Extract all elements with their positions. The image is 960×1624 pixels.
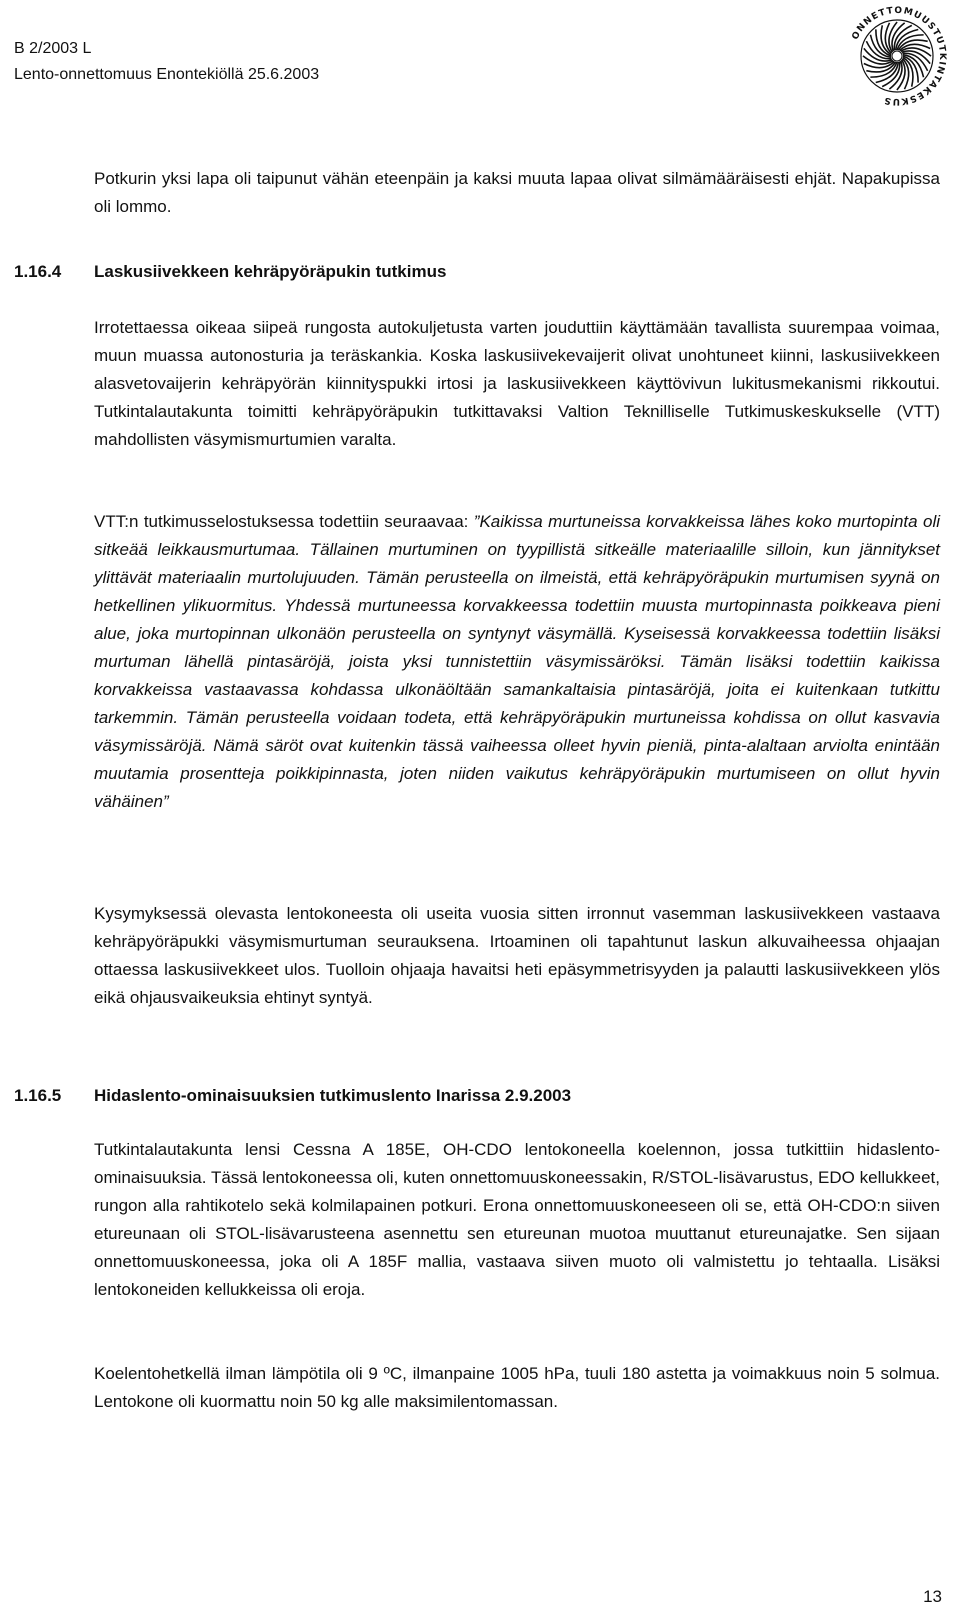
paragraph-test-flight: Tutkintalautakunta lensi Cessna A 185E, OH-CDO lentokoneella koelennon, jossa tutkittiin hidaslento-ominaisuuksia. Tässä lentokoneessa oli, kuten onnettomuuskoneessakin, R/STOL-lisävarustus, EDO kellukkeet, rungon alla rahtikotelo sekä kolmilapainen potkuri. Erona onnettomuuskoneeseen oli se, että OH-CDO:n siiven etureunaan oli STOL-lisävarusteena asennettu sen etureunan muotoa muuttanut etureunajatke. Sen sijaan onnettomuuskoneessa, joka oli A 185F mallia, vastaava siiven muoto oli valmistettu jo tehtaalla. Lisäksi lentokoneiden kellukkeissa oli eroja.: [94, 1140, 940, 1299]
vtt-lead-text: VTT:n tutkimusselostuksessa todettiin seuraavaa:: [94, 512, 474, 531]
onnettomuustutkintakeskus-logo: [845, 4, 949, 108]
paragraph-weather-conditions: Koelentohetkellä ilman lämpötila oli 9 ºC, ilmanpaine 1005 hPa, tuuli 180 astetta ja voimakkuus noin 5 solmua. Lentokone oli kuormattu noin 50 kg alle maksimilentomassan.: [94, 1364, 940, 1411]
page-number: 13: [923, 1587, 942, 1606]
section-title: Laskusiivekkeen kehräpyöräpukin tutkimus: [94, 262, 447, 281]
section-title: Hidaslento-ominaisuuksien tutkimuslento Inarissa 2.9.2003: [94, 1086, 572, 1105]
paragraph-propeller: Potkurin yksi lapa oli taipunut vähän eteenpäin ja kaksi muuta lapaa olivat silmämääräisesti ehjät. Napakupissa oli lommo.: [94, 169, 940, 216]
vtt-quote: ”Kaikissa murtuneissa korvakkeissa lähes koko murtopinta oli sitkeää leikkausmurtumaa. Tällainen murtuminen on tyypillistä sitkeälle materiaalille silloin, kun jännitykset ylittävät materiaalin murtolujuuden. Tämän perusteella on ilmeistä, että kehräpyöräpukin murtumisen syynä on hetkellinen ylikuormitus. Yhdessä murtuneessa korvakkeessa todettiin muusta murtopinnasta poikkeava pieni alue, joka murtopinnan ulkonäön perusteella on syntynyt väsymällä. Kyseisessä korvakkeessa todettiin lisäksi murtuman lähellä pintasäröjä, joista yksi tunnistettiin väsymissäröksi. Tämän lisäksi todettiin kaikissa korvakkeissa vastaavassa kohdassa ulkonäöltään samankaltaisia pintasäröjä, joita ei kuitenkaan tutkittu tarkemmin. Tämän perusteella voidaan todeta, että kehräpyöräpukin murtuneissa kohdissa on ollut kasvavia väsymissäröjä. Nämä säröt ovat kuitenkin tässä vaiheessa olleet hyvin pieniä, pinta-alaltaan arviolta enintään muutamia prosentteja poikkipinnasta, joten niiden vaikutus kehräpyöräpukin murtumiseen on ollut hyvin vähäinen”: [94, 512, 940, 811]
section-number: 1.16.5: [14, 1086, 62, 1105]
page-header: [14, 36, 319, 88]
paragraph-vtt-report: [94, 508, 940, 816]
paragraph-earlier-failure: Kysymyksessä olevasta lentokoneesta oli useita vuosia sitten irronnut vasemman laskusiivekkeen vastaava kehräpyöräpukki väsymismurtuman seurauksena. Irtoaminen oli tapahtunut laskun alkuvaiheessa ohjaajan ottaessa laskusiivekkeet ulos. Tuolloin ohjaaja havaitsi heti epäsymmetrisyyden ja palautti laskusiivekkeen ylös eikä ohjausvaikeuksia ehtinyt syntyä.: [94, 904, 940, 1007]
paragraph-wing-removal: Irrotettaessa oikeaa siipeä rungosta autokuljetusta varten jouduttiin käyttämään tavallista suurempaa voimaa, muun muassa autonosturia ja teräskankia. Koska laskusiivekevaijerit olivat unohtuneet kiinni, laskusiivekkeen alasvetovaijerin kehräpyörän kiinnityspukki irtosi ja laskusiivekkeen käyttövivun lukitusmekanismi rikkoutui. Tutkintalautakunta toimitti kehräpyöräpukin tutkittavaksi Valtion Teknilliselle Tutkimuskeskukselle (VTT) mahdollisten väsymismurtumien varalta.: [94, 318, 940, 449]
section-number: 1.16.4: [14, 262, 62, 281]
report-id: B 2/2003 L: [14, 40, 92, 57]
report-title: Lento-onnettomuus Enontekiöllä 25.6.2003: [14, 66, 320, 83]
logo-ring-text: ONNETTOMUUSTUTKINTAKESKUS: [850, 5, 948, 107]
